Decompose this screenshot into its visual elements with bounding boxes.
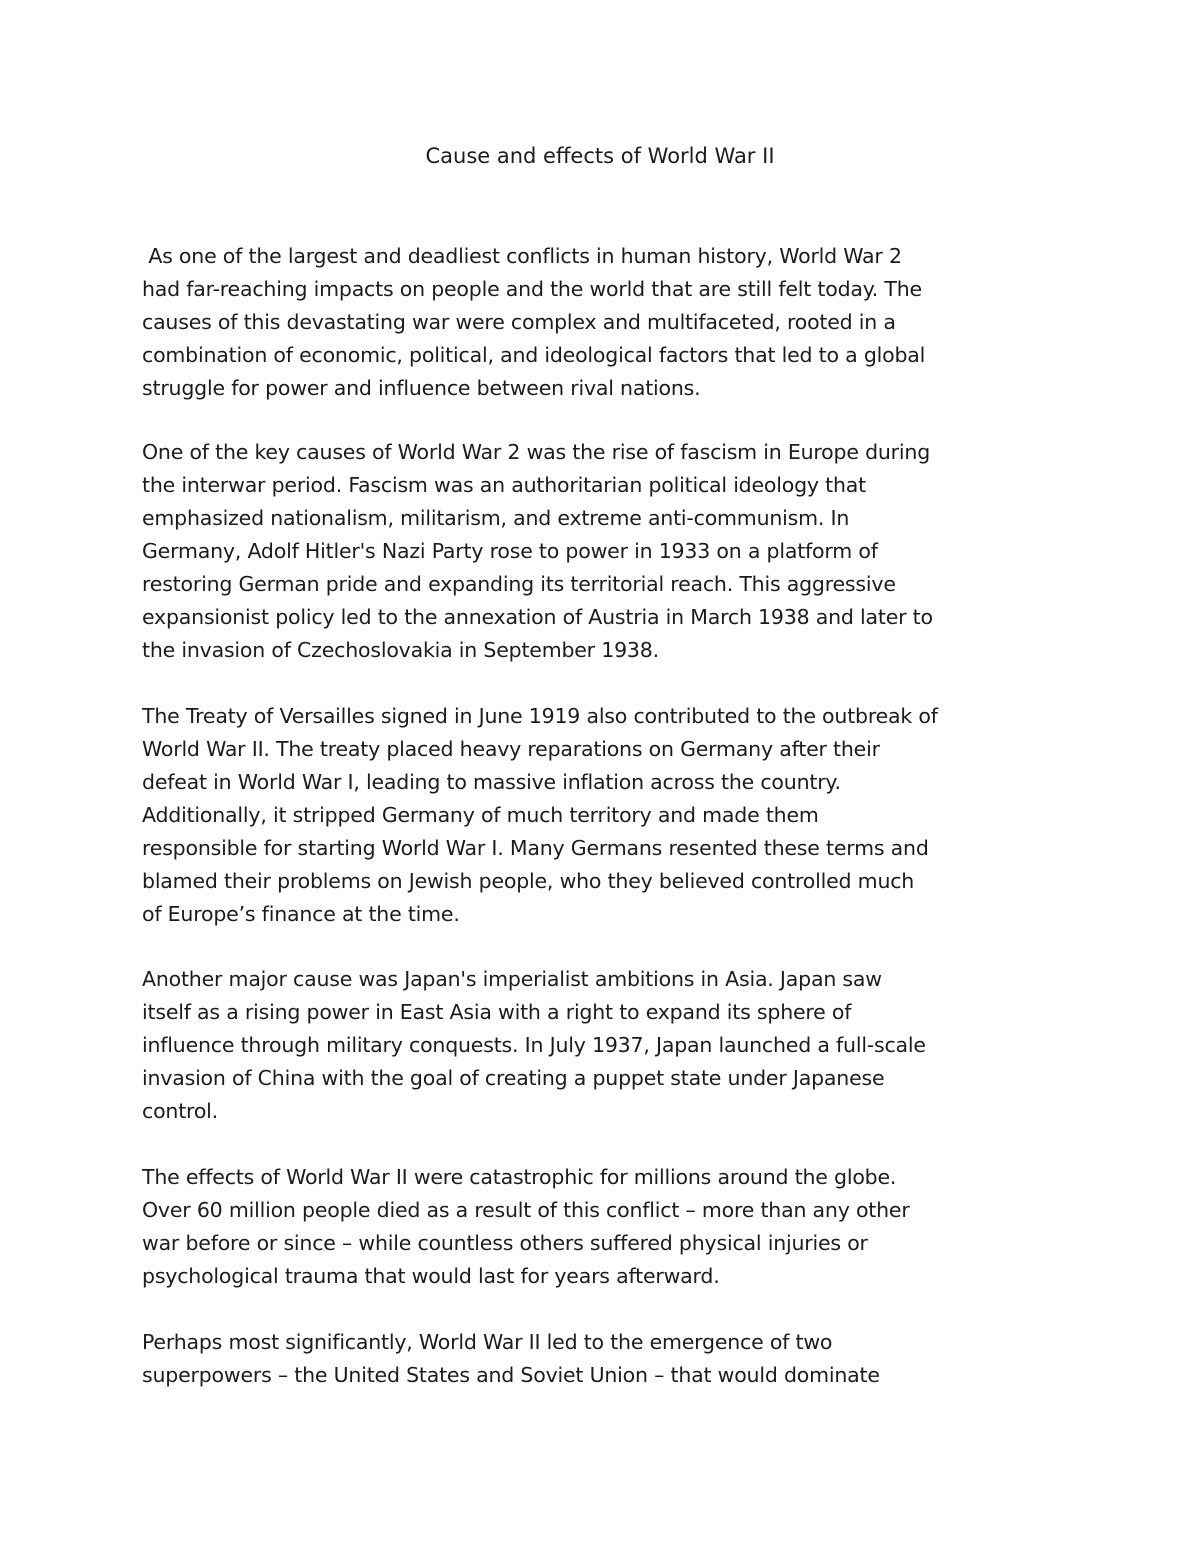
text-line: Additionally, it stripped Germany of much territory and made them [142,803,819,827]
text-line: Over 60 million people died as a result of this conflict – more than any other [142,1198,910,1222]
text-line: struggle for power and influence between rival nations. [142,376,701,400]
text-line: causes of this devastating war were complex and multifaceted, rooted in a [142,310,896,334]
text-line: itself as a rising power in East Asia with a right to expand its sphere of [142,1000,852,1024]
text-line: emphasized nationalism, militarism, and extreme anti-communism. In [142,506,850,530]
text-line: responsible for starting World War I. Many Germans resented these terms and [142,836,929,860]
text-line: As one of the largest and deadliest conflicts in human history, World War 2 [142,244,902,268]
text-line: One of the key causes of World War 2 was the rise of fascism in Europe during [142,440,931,464]
paragraph-fascism [142,436,1072,667]
text-line: blamed their problems on Jewish people, who they believed controlled much [142,869,915,893]
text-line: expansionist policy led to the annexation of Austria in March 1938 and later to [142,605,933,629]
text-line: influence through military conquests. In July 1937, Japan launched a full-scale [142,1033,926,1057]
text-line: World War II. The treaty placed heavy reparations on Germany after their [142,737,880,761]
text-line: The Treaty of Versailles signed in June 1919 also contributed to the outbreak of [142,704,938,728]
text-line: psychological trauma that would last for years afterward. [142,1264,720,1288]
text-line: invasion of China with the goal of creating a puppet state under Japanese [142,1066,885,1090]
text-line: restoring German pride and expanding its territorial reach. This aggressive [142,572,896,596]
paragraph-intro [142,240,1072,405]
paragraph-superpowers [142,1326,1072,1392]
text-line: The effects of World War II were catastrophic for millions around the globe. [142,1165,897,1189]
paragraph-effects [142,1161,1072,1293]
text-line: control. [142,1099,218,1123]
text-line: the interwar period. Fascism was an authoritarian political ideology that [142,473,866,497]
document-title: Cause and effects of World War II [425,144,775,168]
paragraph-versailles [142,700,1072,931]
text-line: combination of economic, political, and ideological factors that led to a global [142,343,926,367]
text-line: superpowers – the United States and Soviet Union – that would dominate [142,1363,880,1387]
text-line: the invasion of Czechoslovakia in September 1938. [142,638,659,662]
text-line: Another major cause was Japan's imperialist ambitions in Asia. Japan saw [142,967,882,991]
text-line: defeat in World War I, leading to massive inflation across the country. [142,770,841,794]
text-line: war before or since – while countless others suffered physical injuries or [142,1231,868,1255]
paragraph-japan [142,963,1072,1128]
text-line: Germany, Adolf Hitler's Nazi Party rose to power in 1933 on a platform of [142,539,878,563]
text-line: had far-reaching impacts on people and the world that are still felt today. The [142,277,922,301]
text-line: of Europe’s finance at the time. [142,902,460,926]
text-line: Perhaps most significantly, World War II led to the emergence of two [142,1330,833,1354]
